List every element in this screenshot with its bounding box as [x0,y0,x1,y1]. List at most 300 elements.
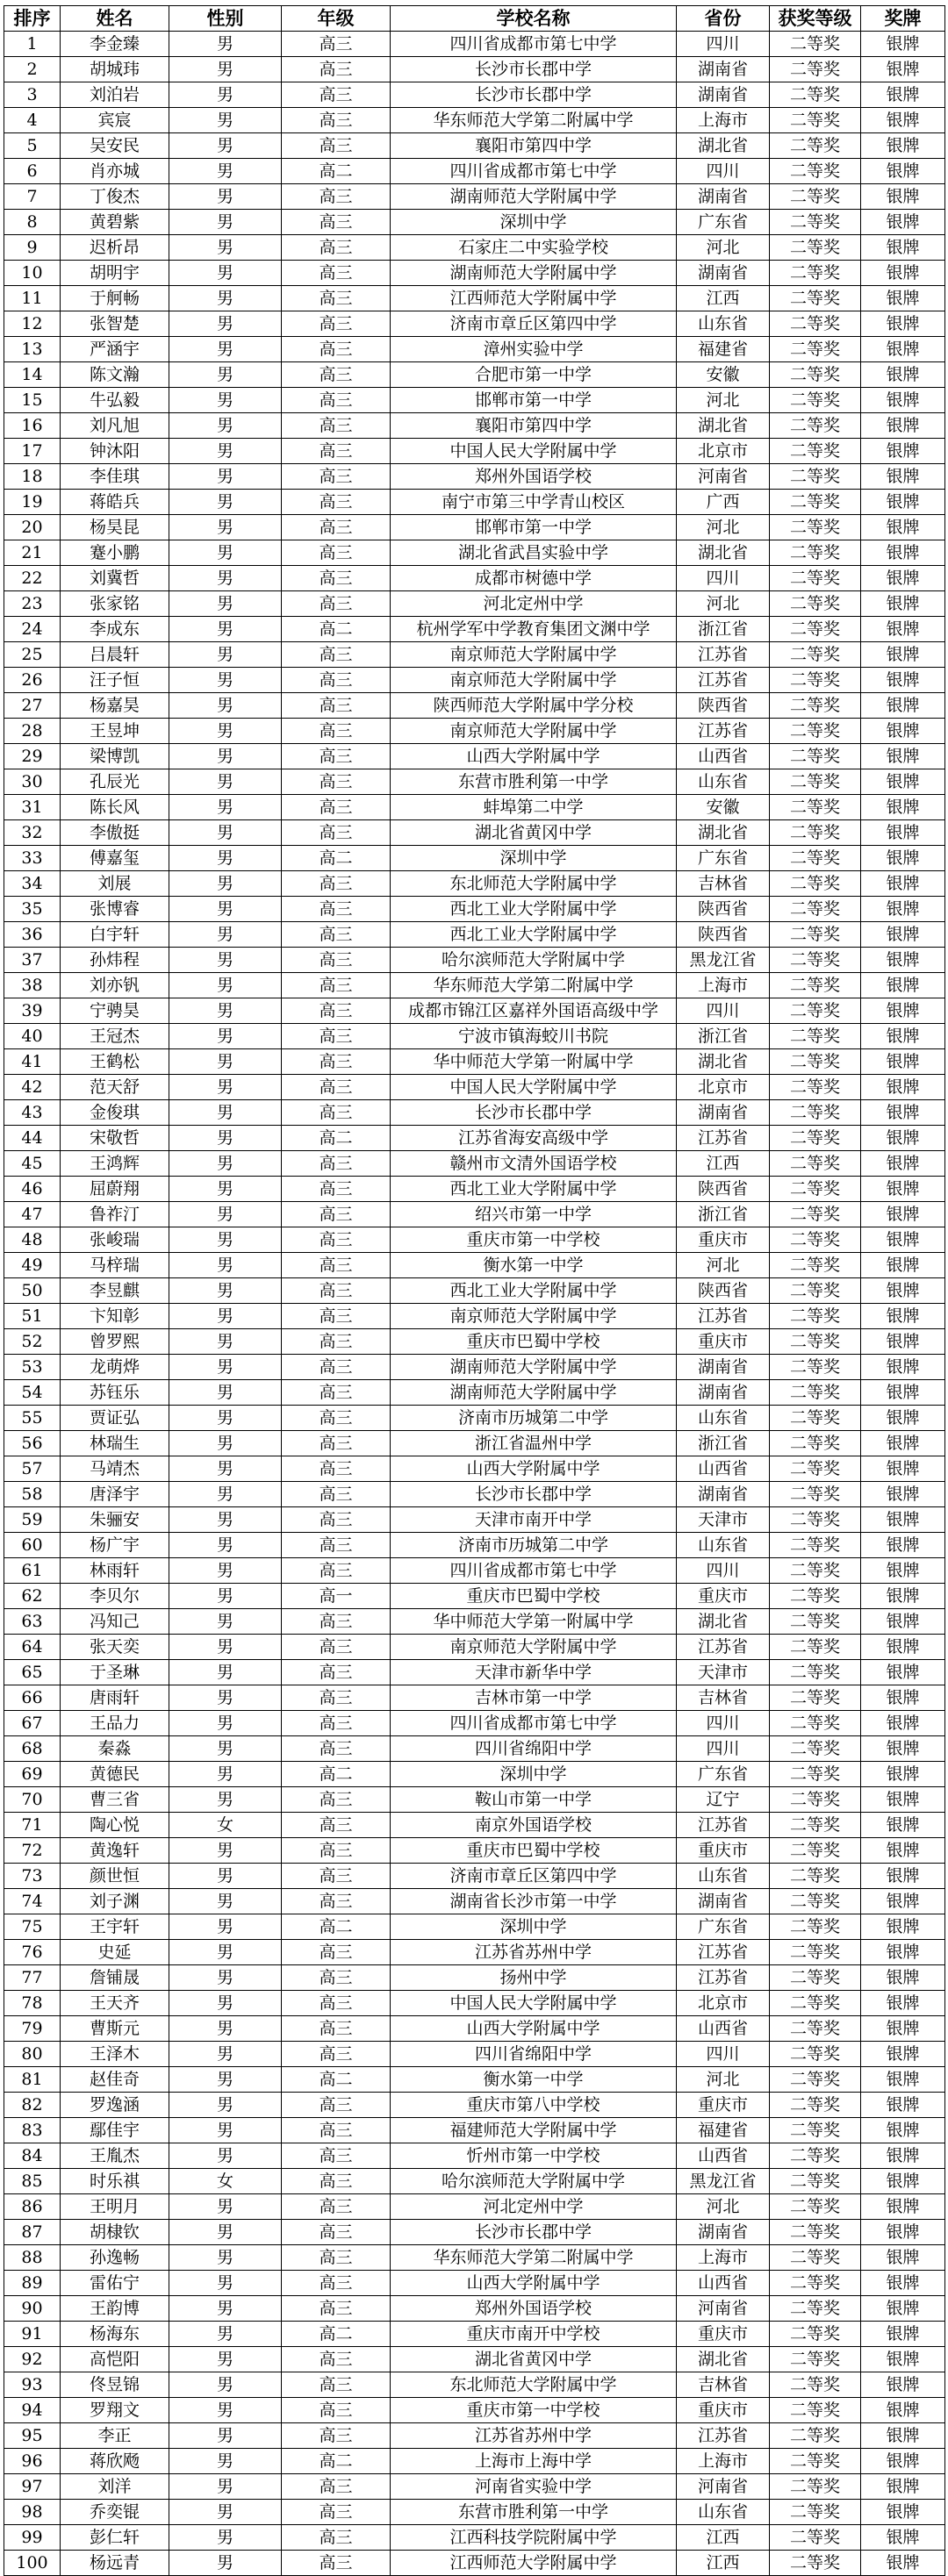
cell-rank: 83 [4,2118,61,2143]
cell-name: 李傲挺 [61,820,169,846]
cell-province: 广东省 [677,846,770,871]
cell-gender: 男 [169,1202,282,1227]
cell-grade: 高三 [282,235,391,261]
cell-gender: 男 [169,184,282,210]
cell-name: 李佳琪 [61,464,169,490]
cell-school: 东北师范大学附属中学 [391,2372,677,2398]
cell-grade: 高三 [282,439,391,464]
table-row [4,1711,945,1736]
cell-award-level: 二等奖 [770,159,861,184]
table-row [4,413,945,439]
cell-medal: 银牌 [861,1075,945,1100]
cell-medal: 银牌 [861,846,945,871]
cell-gender: 男 [169,897,282,922]
cell-name: 曹斯元 [61,2016,169,2042]
cell-rank: 89 [4,2271,61,2296]
cell-name: 王胤杰 [61,2143,169,2169]
cell-medal: 银牌 [861,2500,945,2525]
cell-name: 胡城玮 [61,57,169,82]
cell-rank: 39 [4,998,61,1024]
cell-gender: 男 [169,1329,282,1355]
cell-gender: 男 [169,133,282,159]
cell-province: 山西省 [677,2271,770,2296]
cell-award-level: 二等奖 [770,1558,861,1584]
table-row [4,1075,945,1100]
cell-rank: 7 [4,184,61,210]
cell-school: 华东师范大学第二附属中学 [391,2245,677,2271]
cell-grade: 高三 [282,311,391,337]
cell-medal: 银牌 [861,1762,945,1787]
cell-medal: 银牌 [861,2525,945,2551]
cell-rank: 97 [4,2474,61,2500]
table-row [4,1431,945,1456]
cell-gender: 男 [169,2194,282,2220]
cell-school: 鞍山市第一中学 [391,1787,677,1813]
cell-school: 湖南师范大学附属中学 [391,261,677,286]
cell-grade: 高三 [282,1355,391,1380]
cell-gender: 男 [169,1787,282,1813]
cell-name: 苏钰乐 [61,1380,169,1406]
cell-name: 詹铺晟 [61,1965,169,1991]
cell-gender: 男 [169,1991,282,2016]
cell-award-level: 二等奖 [770,1813,861,1838]
cell-school: 湖北省黄冈中学 [391,2347,677,2372]
cell-award-level: 二等奖 [770,2118,861,2143]
table-row [4,184,945,210]
table-row [4,133,945,159]
cell-medal: 银牌 [861,2296,945,2322]
cell-school: 长沙市长郡中学 [391,1482,677,1507]
cell-rank: 13 [4,337,61,362]
cell-award-level: 二等奖 [770,1533,861,1558]
cell-rank: 29 [4,744,61,769]
cell-award-level: 二等奖 [770,1202,861,1227]
cell-grade: 高二 [282,2067,391,2093]
cell-grade: 高三 [282,1329,391,1355]
cell-rank: 16 [4,413,61,439]
table-row [4,2551,945,2576]
table-row [4,439,945,464]
cell-award-level: 二等奖 [770,2245,861,2271]
cell-province: 浙江省 [677,1202,770,1227]
cell-medal: 银牌 [861,2169,945,2194]
cell-medal: 银牌 [861,2372,945,2398]
cell-medal: 银牌 [861,693,945,719]
cell-name: 白宇轩 [61,922,169,948]
cell-award-level: 二等奖 [770,2220,861,2245]
cell-medal: 银牌 [861,1177,945,1202]
cell-award-level: 二等奖 [770,846,861,871]
cell-name: 吕晨轩 [61,642,169,668]
cell-gender: 男 [169,2118,282,2143]
cell-rank: 79 [4,2016,61,2042]
cell-province: 河南省 [677,2296,770,2322]
cell-name: 蹇小鹏 [61,540,169,566]
cell-award-level: 二等奖 [770,1762,861,1787]
cell-school: 邯郸市第一中学 [391,388,677,413]
cell-medal: 银牌 [861,2118,945,2143]
cell-gender: 女 [169,1813,282,1838]
cell-award-level: 二等奖 [770,1991,861,2016]
cell-province: 北京市 [677,1991,770,2016]
cell-school: 深圳中学 [391,1762,677,1787]
cell-name: 黄碧紫 [61,210,169,235]
cell-province: 湖南省 [677,1889,770,1914]
cell-gender: 男 [169,1660,282,1685]
cell-gender: 男 [169,1711,282,1736]
cell-school: 河北定州中学 [391,2194,677,2220]
cell-gender: 男 [169,2500,282,2525]
cell-province: 山西省 [677,2016,770,2042]
cell-province: 上海市 [677,973,770,998]
table-row [4,2245,945,2271]
table-row [4,2194,945,2220]
cell-award-level: 二等奖 [770,1482,861,1507]
cell-grade: 高三 [282,2245,391,2271]
cell-rank: 54 [4,1380,61,1406]
cell-school: 郑州外国语学校 [391,2296,677,2322]
table-row [4,388,945,413]
cell-name: 傅嘉玺 [61,846,169,871]
cell-rank: 49 [4,1253,61,1278]
cell-medal: 银牌 [861,1711,945,1736]
cell-school: 吉林市第一中学 [391,1685,677,1711]
cell-medal: 银牌 [861,1558,945,1584]
table-row [4,1685,945,1711]
table-row [4,1329,945,1355]
cell-province: 山东省 [677,311,770,337]
cell-medal: 银牌 [861,1202,945,1227]
cell-award-level: 二等奖 [770,820,861,846]
cell-province: 山东省 [677,1533,770,1558]
cell-grade: 高三 [282,668,391,693]
cell-name: 张智楚 [61,311,169,337]
table-row [4,1406,945,1431]
cell-school: 重庆市巴蜀中学校 [391,1838,677,1864]
cell-name: 刘子渊 [61,1889,169,1914]
cell-province: 湖南省 [677,1355,770,1380]
cell-grade: 高三 [282,897,391,922]
cell-province: 河南省 [677,2474,770,2500]
cell-name: 李金臻 [61,32,169,57]
cell-medal: 银牌 [861,973,945,998]
cell-province: 天津市 [677,1660,770,1685]
cell-school: 江西师范大学附属中学 [391,2551,677,2576]
cell-grade: 高三 [282,515,391,540]
cell-award-level: 二等奖 [770,1075,861,1100]
table-row [4,1736,945,1762]
cell-gender: 男 [169,1558,282,1584]
cell-rank: 64 [4,1635,61,1660]
cell-grade: 高三 [282,2372,391,2398]
cell-name: 颜世恒 [61,1864,169,1889]
cell-gender: 男 [169,2271,282,2296]
cell-grade: 高三 [282,1787,391,1813]
cell-name: 高恺阳 [61,2347,169,2372]
cell-grade: 高三 [282,566,391,591]
cell-rank: 6 [4,159,61,184]
table-row [4,1202,945,1227]
cell-school: 杭州学军中学教育集团文渊中学 [391,617,677,642]
cell-grade: 高三 [282,795,391,820]
cell-gender: 男 [169,2016,282,2042]
cell-school: 哈尔滨师范大学附属中学 [391,2169,677,2194]
cell-school: 南京师范大学附属中学 [391,719,677,744]
cell-medal: 银牌 [861,642,945,668]
table-row [4,2042,945,2067]
cell-name: 牛弘毅 [61,388,169,413]
table-row [4,2016,945,2042]
cell-rank: 41 [4,1049,61,1075]
cell-school: 南京师范大学附属中学 [391,668,677,693]
cell-gender: 男 [169,795,282,820]
cell-province: 湖北省 [677,2347,770,2372]
cell-school: 江苏省苏州中学 [391,1940,677,1965]
cell-gender: 男 [169,1889,282,1914]
cell-gender: 男 [169,413,282,439]
cell-award-level: 二等奖 [770,1024,861,1049]
cell-award-level: 二等奖 [770,362,861,388]
cell-gender: 男 [169,1635,282,1660]
cell-school: 长沙市长郡中学 [391,2220,677,2245]
cell-medal: 银牌 [861,210,945,235]
cell-medal: 银牌 [861,1151,945,1177]
cell-rank: 11 [4,286,61,311]
cell-province: 山东省 [677,1406,770,1431]
cell-name: 乔奕锟 [61,2500,169,2525]
cell-name: 王宇轩 [61,1914,169,1940]
cell-gender: 男 [169,2372,282,2398]
table-row [4,846,945,871]
cell-medal: 银牌 [861,362,945,388]
cell-school: 郑州外国语学校 [391,464,677,490]
cell-name: 蒋皓兵 [61,490,169,515]
cell-medal: 银牌 [861,1329,945,1355]
cell-rank: 46 [4,1177,61,1202]
cell-grade: 高三 [282,2143,391,2169]
table-row [4,820,945,846]
cell-grade: 高三 [282,1533,391,1558]
cell-award-level: 二等奖 [770,1151,861,1177]
cell-medal: 银牌 [861,1456,945,1482]
cell-grade: 高三 [282,2500,391,2525]
cell-medal: 银牌 [861,1482,945,1507]
table-row [4,540,945,566]
cell-rank: 1 [4,32,61,57]
table-row [4,1507,945,1533]
cell-medal: 银牌 [861,286,945,311]
cell-grade: 高三 [282,998,391,1024]
cell-medal: 银牌 [861,2551,945,2576]
cell-gender: 男 [169,2398,282,2423]
cell-province: 四川 [677,2042,770,2067]
column-header-school: 学校名称 [391,6,677,32]
cell-medal: 银牌 [861,1024,945,1049]
cell-gender: 男 [169,2042,282,2067]
table-row [4,32,945,57]
cell-medal: 银牌 [861,2322,945,2347]
cell-gender: 男 [169,846,282,871]
table-row [4,871,945,897]
cell-award-level: 二等奖 [770,2347,861,2372]
cell-rank: 99 [4,2525,61,2551]
cell-award-level: 二等奖 [770,540,861,566]
cell-name: 赵佳奇 [61,2067,169,2093]
cell-award-level: 二等奖 [770,668,861,693]
cell-name: 张天奕 [61,1635,169,1660]
cell-gender: 男 [169,2245,282,2271]
cell-school: 济南市章丘区第四中学 [391,1864,677,1889]
cell-name: 王天齐 [61,1991,169,2016]
cell-school: 重庆市巴蜀中学校 [391,1329,677,1355]
cell-medal: 银牌 [861,1914,945,1940]
cell-medal: 银牌 [861,2347,945,2372]
cell-province: 北京市 [677,1075,770,1100]
cell-name: 曾罗熙 [61,1329,169,1355]
cell-rank: 53 [4,1355,61,1380]
cell-school: 四川省成都市第七中学 [391,32,677,57]
cell-gender: 男 [169,642,282,668]
column-header-rank: 排序 [4,6,61,32]
table-row [4,108,945,133]
table-row [4,515,945,540]
cell-award-level: 二等奖 [770,744,861,769]
cell-grade: 高三 [282,2525,391,2551]
cell-rank: 81 [4,2067,61,2093]
cell-province: 山东省 [677,1864,770,1889]
cell-medal: 银牌 [861,948,945,973]
cell-province: 江苏省 [677,719,770,744]
cell-name: 唐雨轩 [61,1685,169,1711]
table-row [4,1380,945,1406]
cell-grade: 高三 [282,1075,391,1100]
cell-gender: 男 [169,948,282,973]
cell-medal: 银牌 [861,1838,945,1864]
table-row [4,2347,945,2372]
cell-name: 曹三省 [61,1787,169,1813]
cell-rank: 5 [4,133,61,159]
cell-medal: 银牌 [861,820,945,846]
cell-rank: 70 [4,1787,61,1813]
cell-name: 卞知彰 [61,1304,169,1329]
cell-rank: 22 [4,566,61,591]
cell-rank: 52 [4,1329,61,1355]
cell-province: 江苏省 [677,2423,770,2449]
cell-grade: 高三 [282,871,391,897]
cell-medal: 银牌 [861,1278,945,1304]
cell-gender: 男 [169,210,282,235]
cell-rank: 36 [4,922,61,948]
cell-medal: 银牌 [861,337,945,362]
cell-school: 衡水第一中学 [391,2067,677,2093]
cell-province: 江苏省 [677,668,770,693]
cell-grade: 高三 [282,464,391,490]
cell-grade: 高三 [282,642,391,668]
cell-grade: 高三 [282,1202,391,1227]
cell-province: 河北 [677,235,770,261]
cell-medal: 银牌 [861,2474,945,2500]
table-row [4,2525,945,2551]
cell-province: 江苏省 [677,1940,770,1965]
cell-province: 河北 [677,515,770,540]
cell-award-level: 二等奖 [770,2423,861,2449]
cell-gender: 男 [169,871,282,897]
cell-province: 陕西省 [677,693,770,719]
table-header [4,6,945,32]
table-row [4,642,945,668]
table-row [4,2372,945,2398]
cell-school: 扬州中学 [391,1965,677,1991]
cell-gender: 男 [169,566,282,591]
cell-gender: 男 [169,1177,282,1202]
cell-award-level: 二等奖 [770,1635,861,1660]
cell-school: 四川省成都市第七中学 [391,1558,677,1584]
cell-award-level: 二等奖 [770,515,861,540]
cell-name: 屈蔚翔 [61,1177,169,1202]
cell-award-level: 二等奖 [770,1940,861,1965]
cell-medal: 银牌 [861,795,945,820]
cell-medal: 银牌 [861,922,945,948]
cell-rank: 57 [4,1456,61,1482]
table-row [4,973,945,998]
cell-rank: 80 [4,2042,61,2067]
cell-medal: 银牌 [861,235,945,261]
cell-gender: 男 [169,1940,282,1965]
cell-school: 山西大学附属中学 [391,1456,677,1482]
cell-school: 南京师范大学附属中学 [391,642,677,668]
cell-name: 刘凡旭 [61,413,169,439]
cell-rank: 87 [4,2220,61,2245]
cell-name: 刘洋 [61,2474,169,2500]
cell-award-level: 二等奖 [770,2296,861,2322]
cell-school: 华东师范大学第二附属中学 [391,108,677,133]
cell-award-level: 二等奖 [770,1838,861,1864]
table-row [4,1838,945,1864]
cell-school: 重庆市巴蜀中学校 [391,1584,677,1609]
cell-name: 肖亦城 [61,159,169,184]
cell-award-level: 二等奖 [770,82,861,108]
cell-gender: 男 [169,769,282,795]
cell-rank: 68 [4,1736,61,1762]
cell-gender: 男 [169,2067,282,2093]
cell-medal: 银牌 [861,566,945,591]
cell-name: 贾证弘 [61,1406,169,1431]
cell-medal: 银牌 [861,1787,945,1813]
cell-province: 江西 [677,2551,770,2576]
cell-grade: 高二 [282,159,391,184]
cell-province: 上海市 [677,108,770,133]
cell-medal: 银牌 [861,1100,945,1126]
cell-school: 山西大学附属中学 [391,744,677,769]
cell-rank: 34 [4,871,61,897]
cell-school: 东营市胜利第一中学 [391,769,677,795]
cell-grade: 高三 [282,2220,391,2245]
cell-province: 江苏省 [677,1635,770,1660]
table-row [4,2449,945,2474]
cell-medal: 银牌 [861,82,945,108]
cell-medal: 银牌 [861,515,945,540]
cell-province: 广东省 [677,1914,770,1940]
cell-medal: 银牌 [861,591,945,617]
cell-award-level: 二等奖 [770,1304,861,1329]
cell-medal: 银牌 [861,2016,945,2042]
cell-rank: 63 [4,1609,61,1635]
cell-name: 马梓瑞 [61,1253,169,1278]
cell-rank: 91 [4,2322,61,2347]
cell-grade: 高三 [282,1024,391,1049]
cell-medal: 银牌 [861,57,945,82]
cell-province: 四川 [677,566,770,591]
